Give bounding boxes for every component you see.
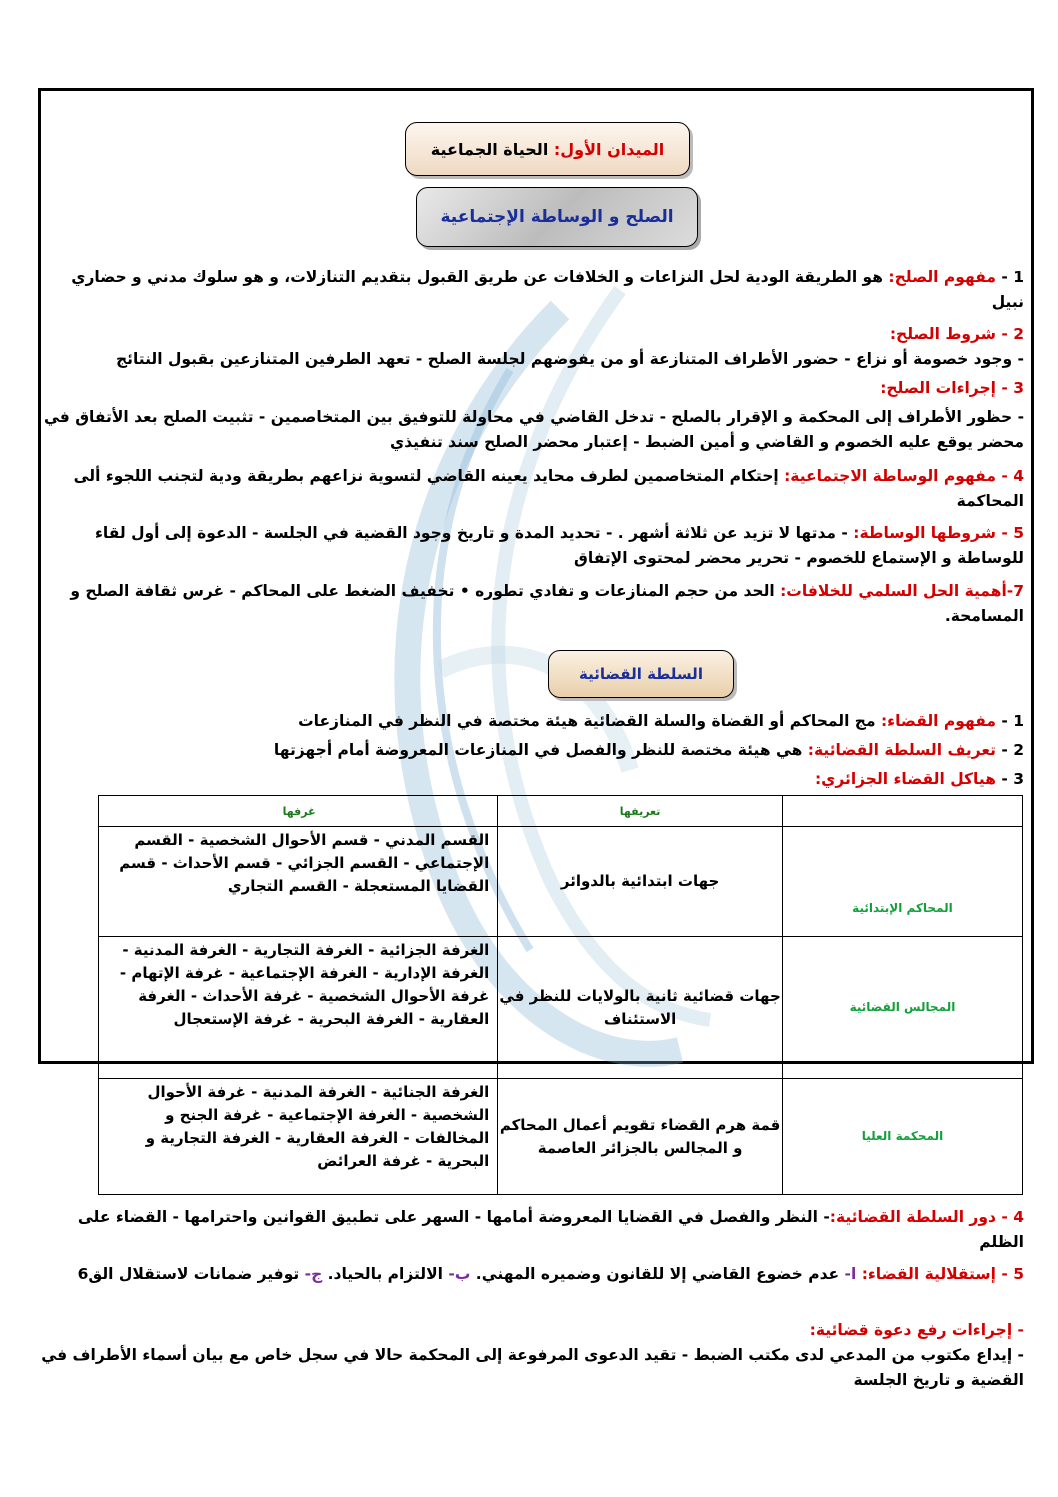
para-structures-heading: 3 - هياكل القضاء الجزائري:: [814, 770, 1024, 788]
lesson2-title: السلطة القضائية: [579, 665, 703, 683]
para-conditions: - وجود خصومة أو نزاع - حضور الأطراف المتنازعة أو من يفوضهم لجلسة الصلح - تعهد الطرفين المتنازعين بقبول النتائج: [115, 350, 1024, 368]
para-independence: 5 - إستقلالية القضاء: ا- عدم خضوع القاضي إلا للقانون وضميره المهني. ب- الالتزام بالحياد. ج- توفير ضمانات لاستقلال الق6: [77, 1265, 1024, 1283]
para-judicial-authority-def: 2 - تعريف السلطة القضائية: هي هيئة مختصة للنظر والفصل في المنازعات المعروضة أمام أجهزتها: [273, 741, 1024, 759]
table-cell-definition: قمة هرم القضاء تقويم أعمال المحاكم و المجالس بالجزائر العاصمة: [498, 1079, 783, 1195]
para-concept-mediation: 4 - مفهوم الوساطة الاجتماعية: إحتكام المتخاصمين لطرف محايد يعينه القاضي لتسوية نزاعهم بطريقة ودية لتجنب اللجوء ألى المحاكمة: [73, 467, 1024, 510]
table-cell-name: المحكمة العليا: [782, 1079, 1022, 1195]
lesson1-title: الصلح و الوساطة الإجتماعية: [440, 207, 674, 227]
lesson2-title-box: [548, 650, 734, 698]
domain-label: الميدان الأول:: [553, 139, 665, 159]
para-judicial-role: 4 - دور السلطة القضائية:- النظر والفصل في القضايا المعروضة أمامها - السهر على تطبيق القوانين واحترامها - القضاء على الظلم: [77, 1208, 1024, 1251]
table-row: [99, 1079, 1023, 1195]
para-procedures-heading: 3 - إجراءات الصلح:: [880, 379, 1024, 397]
para-conditions-heading: 2 - شروط الصلح:: [889, 325, 1024, 343]
table-row: [99, 937, 1023, 1079]
table-row: [99, 827, 1023, 937]
para-lawsuit-procedures-heading: - إجراءات رفع دعوة قضائية:: [809, 1321, 1024, 1339]
para-mediation-conditions: 5 - شروطها الوساطة: - مدتها لا تزيد عن ثلاثة أشهر . - تحديد المدة و تاريخ وجود القضية في الجلسة - الدعوة إلى أول لقاء للوساطة و الإستماع للخصوم - تحرير محضر لمحتوى الإتفاق: [94, 524, 1024, 567]
table-cell-chambers: الغرفة الجزائية - الغرفة التجارية - الغرفة المدنية - الغرفة الإدارية - الغرفة الإجتماعية - غرفة الإتهام - غرفة الأحوال الشخصية - غرفة الأحداث - الغرفة العقارية - الغرفة البحرية - غرفة الإستعجال: [99, 937, 498, 1079]
table-cell-definition: جهات قضائية ثانية بالولايات للنظر في الاستئناف: [498, 937, 783, 1079]
para-concept-reconciliation: 1 - مفهوم الصلح: هو الطريقة الودية لحل النزاعات و الخلافات عن طريق القبول بتقديم التنازلات، و هو سلوك مدني و حضاري نبيل: [71, 268, 1024, 311]
table-header-row: [99, 796, 1023, 827]
domain-title-box: [405, 122, 690, 176]
lesson1-title-box: [416, 187, 698, 247]
para-lawsuit-procedures: - إيداع مكتوب من المدعي لدى مكتب الضبط - تقيد الدعوى المرفوعة إلى المحكمة حالا في سجل خاص مع بيان أسماء الأطراف في القضية و تاريخ الجلسة: [41, 1346, 1024, 1389]
para-concept-judiciary: 1 - مفهوم القضاء: مج المحاكم أو القضاة والسلة القضائية هيئة مختصة في النظر في المنازعات: [298, 712, 1024, 730]
table-cell-chambers: الغرفة الجنائية - الغرفة المدنية - غرفة الأحوال الشخصية - الغرفة الإجتماعية - غرفة الجنح و المخالفات - الغرفة العقارية - الغرفة التجارية و البحرية - غرفة العرائض: [99, 1079, 498, 1195]
para-procedures: - حظور الأطراف إلى المحكمة و الإقرار بالصلح - تدخل القاضي في محاولة للتوفيق بين المتخاصمين - تثبيت الصلح بعد الأتفاق في محضر يوقع عليه الخصوم و القاضي و أمين الضبط - إعتبار محضر الصلح سند تنفيذي: [43, 408, 1024, 451]
table-cell-chambers: القسم المدني - قسم الأحوال الشخصية - القسم الإجتماعي - القسم الجزائي - قسم الأحداث - قسم القضايا المستعجلة - القسم التجاري: [99, 827, 498, 937]
table-cell-name: المحاكم الإبتدائية: [782, 827, 1022, 937]
judiciary-structures-table: [98, 795, 1023, 1195]
table-header-definition: تعريفها: [498, 796, 783, 827]
domain-title: الحياة الجماعية: [430, 139, 549, 159]
table-cell-definition: جهات ابتدائية بالدوائر: [498, 827, 783, 937]
table-header-chambers: غرفها: [99, 796, 498, 827]
table-header-name: [782, 796, 1022, 827]
table-cell-name: المجالس القضائية: [782, 937, 1022, 1079]
para-peaceful-importance: 7-أهمية الحل السلمي للخلافات: الحد من حجم المنازعات و تفادي تطوره • تخفيف الضغط على المحاكم - غرس ثقافة الصلح و المسامحة.: [70, 582, 1024, 625]
